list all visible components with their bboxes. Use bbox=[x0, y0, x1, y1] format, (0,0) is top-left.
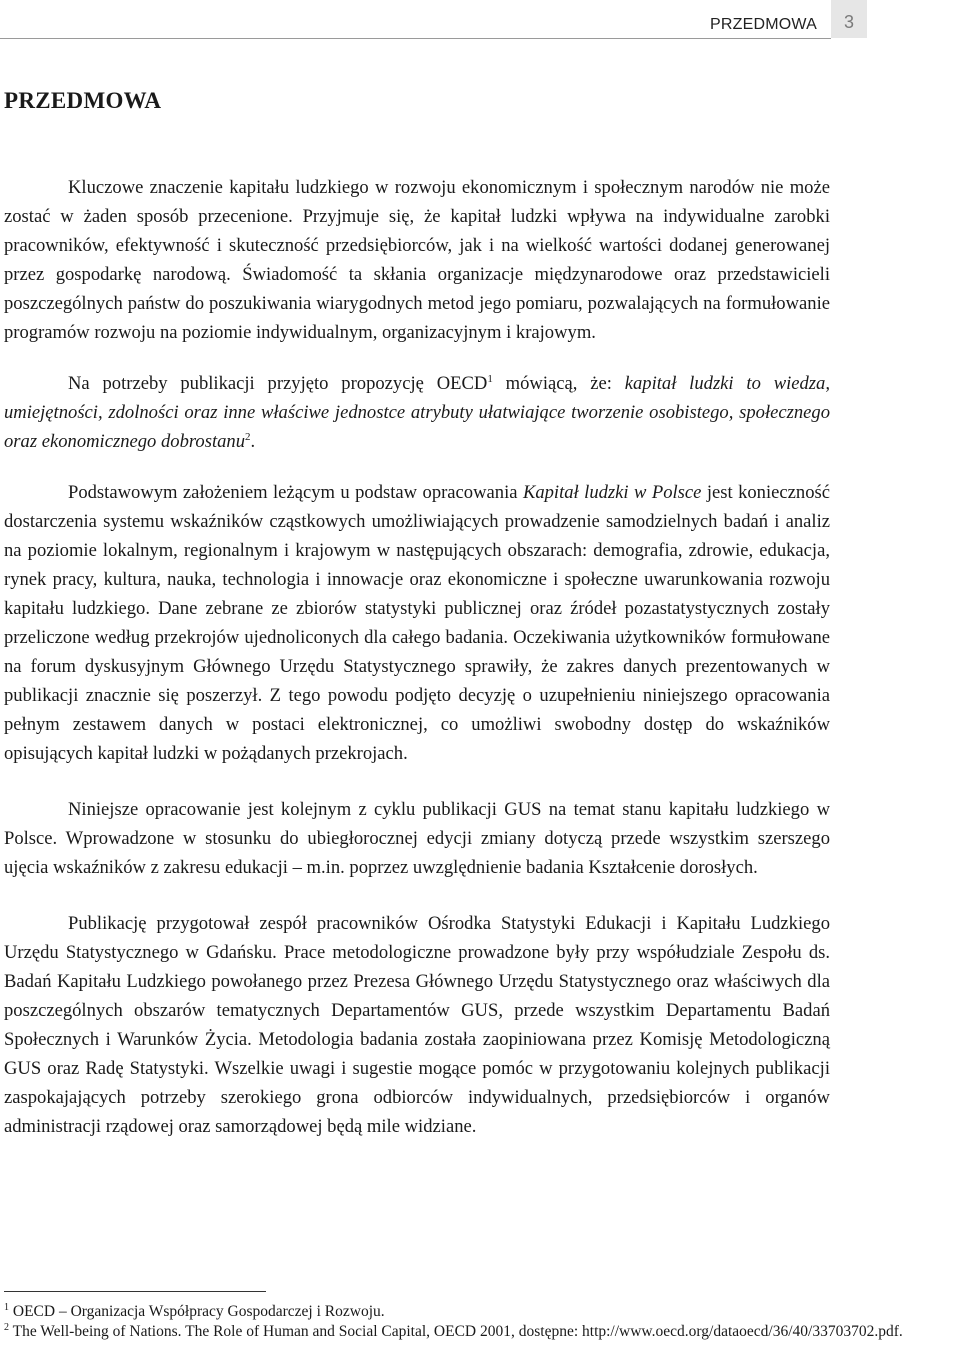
paragraph-3-text-a: Podstawowym założeniem leżącym u podstaw opracowania bbox=[68, 482, 523, 503]
document-body bbox=[4, 173, 830, 1141]
paragraph-2 bbox=[4, 369, 830, 456]
paragraph-1: Kluczowe znaczenie kapitału ludzkiego w rozwoju ekonomicznym i społecznym narodów nie może zostać w żaden sposób przecenione. Przyjmuje się, że kapitał ludzki wpływa na indywidualne zarobki pracowników, efektywność i skuteczność przedsiębiorców, jak i na wielkość wartości dodanej generowanej przez gospodarkę narodową. Świadomość ta skłania organizacje międzynarodowe oraz przedstawicieli poszczególnych państw do poszukiwania wiarygodnych metod jego pomiaru, pozwalających na formułowanie programów rozwoju na poziomie indywidualnym, organizacyjnym i krajowym. bbox=[4, 177, 830, 343]
paragraph-2-text-c: . bbox=[250, 431, 256, 452]
footnote-ref-1: 1 bbox=[487, 372, 493, 385]
footnote-ref-2: 2 bbox=[245, 430, 251, 443]
page-title: PRZEDMOWA bbox=[4, 88, 162, 113]
paragraph-4: Niniejsze opracowanie jest kolejnym z cyklu publikacji GUS na temat stanu kapitału ludzkiego w Polsce. Wprowadzone w stosunku do ubiegłorocznej edycji zmiany dotyczą przede wszystkim szerszego ujęcia wskaźników z zakresu edukacji – m.in. poprzez uwzględnienie badania Kształcenie dorosłych. bbox=[4, 799, 830, 878]
paragraph-5: Publikację przygotował zespół pracowników Ośrodka Statystyki Edukacji i Kapitału Ludzkiego Urzędu Statystycznego w Gdańsku. Prace metodologiczne prowadzone były przy współudziale Zespołu ds. Badań Kapitału Ludzkiego powołanego przez Prezesa Głównego Urzędu Statystycznego oraz właściwych dla poszczególnych obszarów tematycznych Departamentów GUS, przede wszystkim Departamentu Badań Społecznych i Warunków Życia. Metodologia badania została zaopiniowana przez Komisję Metodologiczną GUS oraz Radę Statystyki. Wszelkie uwagi i sugestie mogące pomóc w przygotowaniu kolejnych publikacji zaspokajających potrzeby szerokiego grona odbiorców indywidualnych, przedsiębiorców i organów administracji rządowej oraz samorządowej będą mile widziane. bbox=[4, 913, 830, 1137]
footnotes bbox=[4, 1302, 904, 1342]
page-number: 3 bbox=[843, 12, 854, 32]
page-number-box bbox=[831, 0, 867, 38]
running-header-title: PRZEDMOWA bbox=[710, 16, 817, 33]
paragraph-2-definition: kapitał ludzki to wiedza, umiejętności, zdolności oraz inne właściwe jednostce atrybuty ułatwiające tworzenie osobistego, społecznego oraz ekonomicznego dobrostanu bbox=[4, 373, 830, 452]
footnote-1-text: OECD – Organizacja Współpracy Gospodarczej i Rozwoju. bbox=[9, 1303, 385, 1320]
footnote-1 bbox=[4, 1302, 904, 1322]
paragraph-3-text-b: jest konieczność dostarczenia systemu wskaźników cząstkowych umożliwiających prowadzenie samodzielnych badań i analiz na poziomie lokalnym, regionalnym i krajowym w następujących obszarach: demografia, zdrowie, edukacja, rynek pracy, kultura, nauka, technologia i innowacje oraz ekonomiczne i społeczne uwarunkowania rozwoju kapitału ludzkiego. Dane zebrane ze zbiorów statystyki publicznej oraz źródeł pozastatystycznych zostały przeliczone według przekrojów ujednoliconych dla całego badania. Oczekiwania użytkowników formułowane na forum dyskusyjnym Głównego Urzędu Statystycznego sprawiły, że zakres danych prezentowanych w publikacji znacznie się poszerzył. Z tego powodu podjęto decyzję o uzupełnieniu niniejszego opracowania pełnym zestawem danych w postaci elektronicznej, co umożliwi swobodny dostęp do wskaźników opisujących kapitał ludzki w pożądanych przekrojach. bbox=[4, 482, 830, 764]
paragraph-3-publication-title: Kapitał ludzki w Polsce bbox=[522, 482, 702, 503]
footnote-2-number: 2 bbox=[4, 1321, 9, 1333]
footnote-2 bbox=[4, 1322, 904, 1342]
paragraph-2-text-a: Na potrzeby publikacji przyjęto propozycję OECD bbox=[68, 373, 488, 394]
header-divider bbox=[0, 38, 831, 39]
footnote-divider bbox=[4, 1291, 266, 1292]
paragraph-3 bbox=[4, 478, 830, 768]
page-header bbox=[0, 0, 960, 40]
paragraph-2-text-b: mówiącą, że: bbox=[492, 373, 625, 394]
footnote-1-number: 1 bbox=[4, 1301, 9, 1313]
footnote-2-text: The Well-being of Nations. The Role of Human and Social Capital, OECD 2001, dostępne: http://www.oecd.org/dataoecd/36/40/33703702.pdf. bbox=[9, 1323, 903, 1340]
